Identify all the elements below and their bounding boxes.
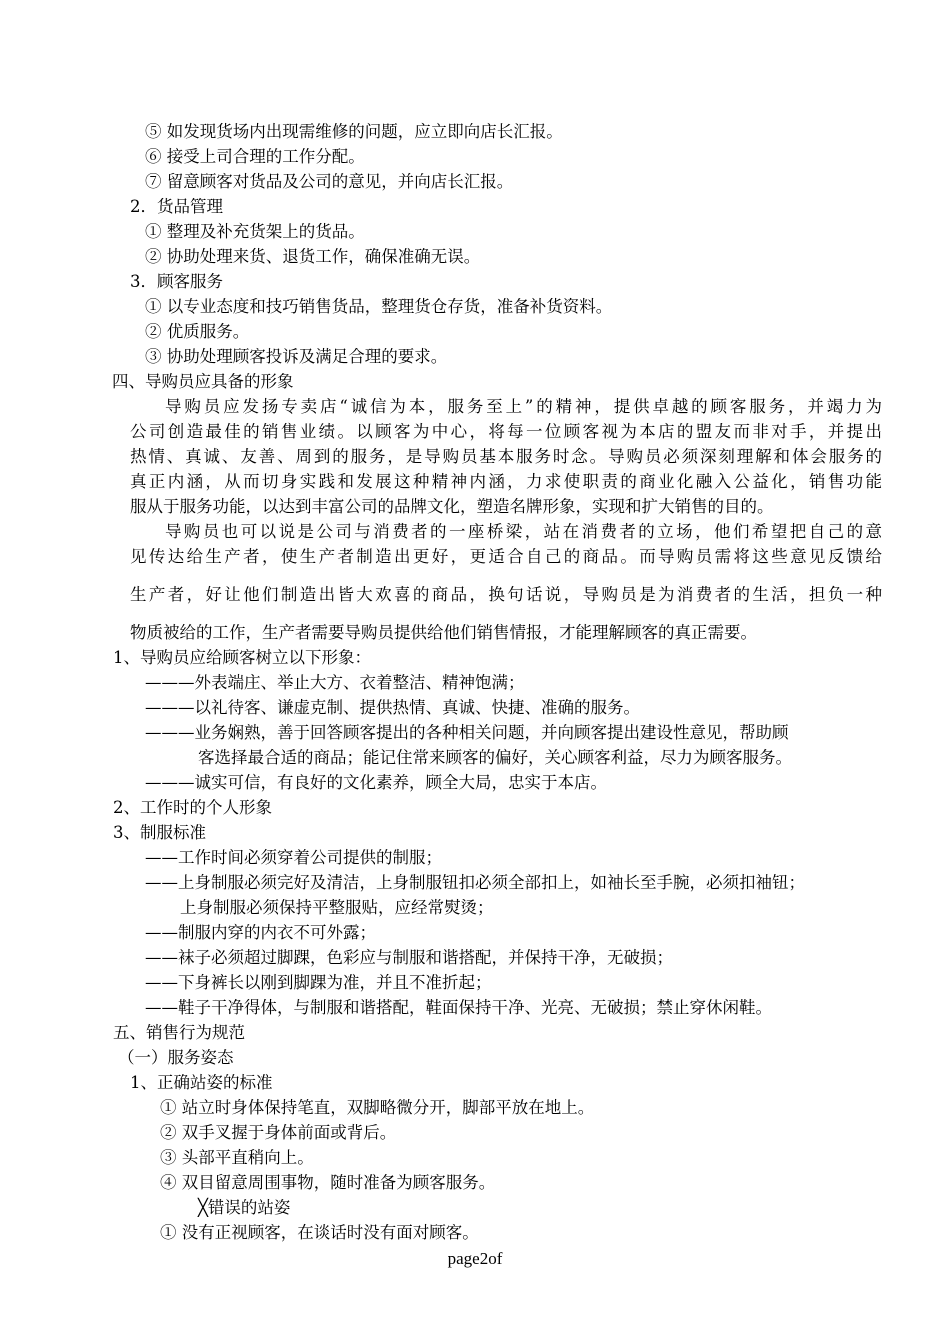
section-heading: 2．货品管理 bbox=[130, 197, 223, 216]
page-number-footer: page2of bbox=[447, 1249, 503, 1268]
list-item: ——下身裤长以刚到脚踝为准，并且不准折起； bbox=[145, 973, 492, 992]
subsection-heading: 1、正确站姿的标准 bbox=[130, 1073, 273, 1092]
list-item: ——工作时间必须穿着公司提供的制服； bbox=[145, 848, 442, 867]
list-item-continuation: 客选择最合适的商品；能记住常来顾客的偏好，关心顾客利益，尽力为顾客服务。 bbox=[198, 748, 792, 767]
text-line: ② 优质服务。 bbox=[145, 322, 250, 341]
list-item: ———业务娴熟，善于回答顾客提出的各种相关问题，并向顾客提出建设性意见，帮助顾 bbox=[145, 723, 789, 742]
list-item: ① 站立时身体保持笔直，双脚略微分开，脚部平放在地上。 bbox=[160, 1098, 595, 1117]
paragraph-line: 公司创造最佳的销售业绩。以顾客为中心，将每一位顾客视为本店的盟友而非对手，并提出 bbox=[130, 422, 882, 441]
list-item: ——袜子必须超过脚踝，色彩应与制服和谐搭配，并保持干净，无破损； bbox=[145, 948, 673, 967]
paragraph-line: 物质被给的工作，生产者需要导购员提供给他们销售情报，才能理解顾客的真正需要。 bbox=[130, 623, 757, 642]
paragraph-line: 服从于服务功能，以达到丰富公司的品牌文化，塑造名牌形象，实现和扩大销售的目的。 bbox=[130, 497, 774, 516]
text-line: ② 协助处理来货、退货工作，确保准确无误。 bbox=[145, 247, 481, 266]
paragraph-line: 真正内涵，从而切身实践和发展这种精神内涵，力求使职责的商业化融入公益化，销售功能 bbox=[130, 472, 882, 491]
text-line: ① 整理及补充货架上的货品。 bbox=[145, 222, 365, 241]
list-item: ——制服内穿的内衣不可外露； bbox=[145, 923, 376, 942]
list-item: ———以礼待客、谦虚克制、提供热情、真诚、快捷、准确的服务。 bbox=[145, 698, 640, 717]
list-item: ———外表端庄、举止大方、衣着整洁、精神饱满； bbox=[145, 673, 525, 692]
paragraph-line: 生产者，好让他们制造出皆大欢喜的商品，换句话说，导购员是为消费者的生活，担负一种 bbox=[130, 585, 882, 604]
list-item: ———诚实可信，有良好的文化素养，顾全大局，忠实于本店。 bbox=[145, 773, 607, 792]
list-item: ——上身制服必须完好及清洁，上身制服钮扣必须全部扣上，如袖长至手腕，必须扣袖钮； bbox=[145, 873, 805, 892]
list-item: ④ 双目留意周围事物，随时准备为顾客服务。 bbox=[160, 1173, 496, 1192]
list-item: ② 双手叉握于身体前面或背后。 bbox=[160, 1123, 397, 1142]
text-line: ⑥ 接受上司合理的工作分配。 bbox=[145, 147, 365, 166]
paragraph-line: 见传达给生产者，使生产者制造出更好，更适合自己的商品。而导购员需将这些意见反馈给 bbox=[130, 547, 882, 566]
paragraph-line: 热情、真诚、友善、周到的服务，是导购员基本服务时念。导购员必须深刻理解和体会服务的 bbox=[130, 447, 882, 466]
text-line: ⑤ 如发现货场内出现需维修的问题，应立即向店长汇报。 bbox=[145, 122, 563, 141]
subsection-heading: （一）服务姿态 bbox=[118, 1048, 234, 1067]
list-item: ③ 头部平直稍向上。 bbox=[160, 1148, 314, 1167]
list-item-continuation: 上身制服必须保持平整服贴，应经常熨烫； bbox=[180, 898, 494, 917]
subheading: ╳错误的站姿 bbox=[198, 1198, 291, 1217]
paragraph-line: 导购员也可以说是公司与消费者的一座桥梁，站在消费者的立场，他们希望把自己的意 bbox=[165, 522, 882, 541]
text-line: ③ 协助处理顾客投诉及满足合理的要求。 bbox=[145, 347, 448, 366]
list-item: ——鞋子干净得体，与制服和谐搭配，鞋面保持干净、光亮、无破损；禁止穿休闲鞋。 bbox=[145, 998, 772, 1017]
section-heading: 五、销售行为规范 bbox=[113, 1023, 245, 1042]
section-heading: 3．顾客服务 bbox=[130, 272, 223, 291]
text-line: ⑦ 留意顾客对货品及公司的意见，并向店长汇报。 bbox=[145, 172, 514, 191]
section-heading: 1、导购员应给顾客树立以下形象： bbox=[113, 648, 371, 667]
section-heading: 3、制服标准 bbox=[113, 823, 206, 842]
list-item: ① 没有正视顾客，在谈话时没有面对顾客。 bbox=[160, 1223, 479, 1242]
section-heading: 四、导购员应具备的形象 bbox=[112, 372, 294, 391]
text-line: ① 以专业态度和技巧销售货品，整理货仓存货，准备补货资料。 bbox=[145, 297, 613, 316]
section-heading: 2、工作时的个人形象 bbox=[113, 798, 272, 817]
paragraph-line: 导购员应发扬专卖店“诚信为本，服务至上”的精神，提供卓越的顾客服务，并竭力为 bbox=[165, 397, 882, 416]
